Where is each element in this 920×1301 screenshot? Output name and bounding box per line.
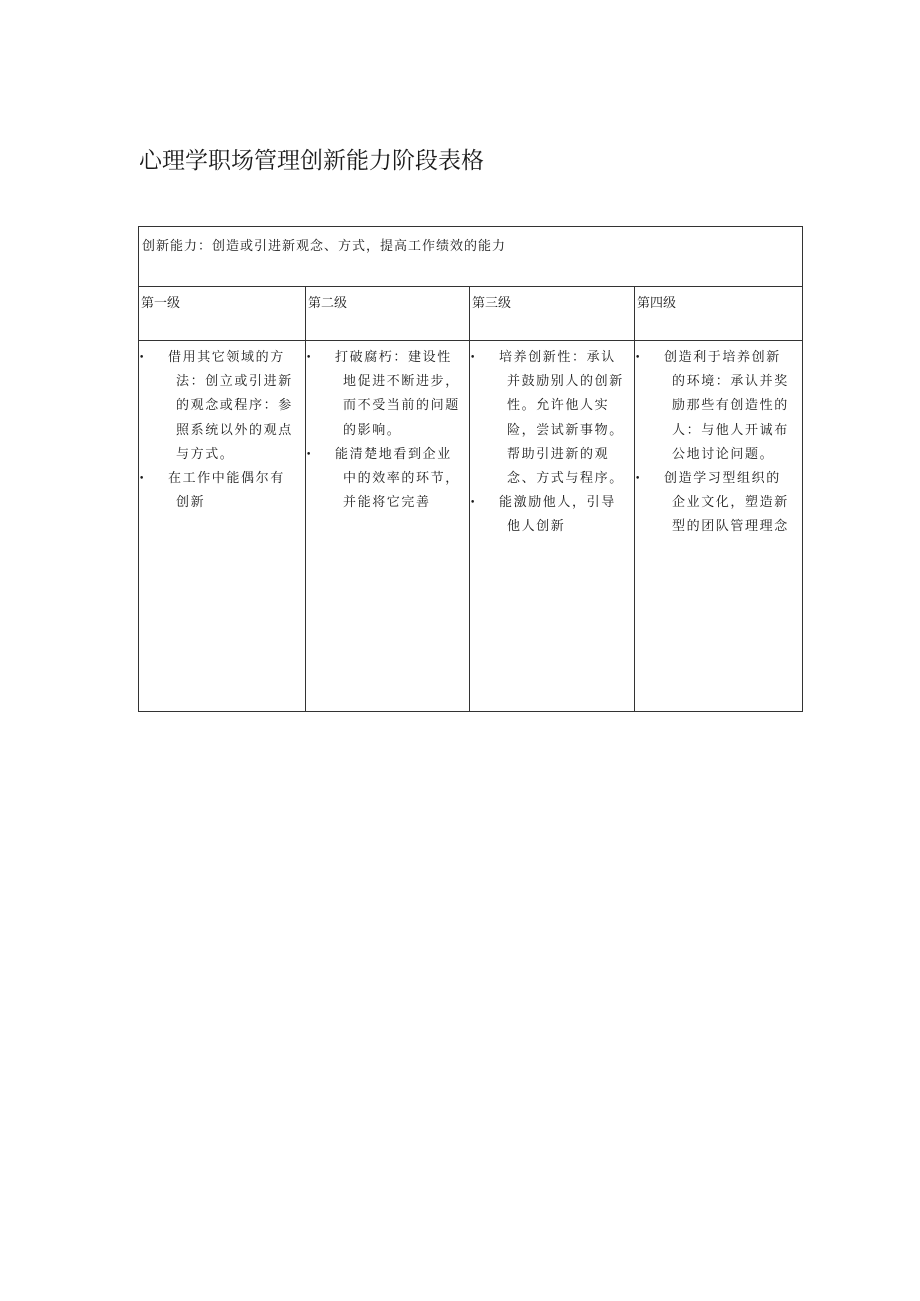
list-item-line: 中的效率的环节， [343, 471, 460, 487]
list-item-line: 地促进不断进步， [343, 374, 460, 390]
level-2-list [306, 346, 464, 515]
list-item-first-line: 在工作中能偶尔有 [168, 471, 285, 487]
list-item-line: 他人创新 [507, 519, 566, 535]
list-item-line: 的观念或程序：参 [176, 398, 293, 414]
level-2-header: 第二级 [306, 287, 470, 341]
list-item-first-line: 打破腐朽：建设性 [335, 350, 452, 365]
list-item-first-line: 创造学习型组织的 [664, 471, 781, 487]
level-3-content [470, 341, 635, 712]
list-item-line: 企业文化，塑造新 [672, 495, 789, 511]
list-item-line: 性。允许他人实 [507, 398, 610, 414]
level-content-row [139, 341, 803, 712]
list-item-first-line: 能清楚地看到企业 [335, 446, 452, 462]
level-4-content [635, 341, 803, 712]
list-item-line: 励那些有创造性的 [672, 398, 789, 414]
list-item-first-line: 培养创新性：承认 [499, 350, 616, 365]
definition-cell: 创新能力：创造或引进新观念、方式，提高工作绩效的能力 [139, 227, 803, 287]
level-4-header: 第四级 [635, 287, 803, 341]
list-item-line: 型的团队管理理念 [672, 519, 789, 535]
list-item-line: 并鼓励别人的创新 [507, 374, 624, 390]
bullet-icon: • [306, 449, 313, 460]
list-item [470, 346, 629, 491]
bullet-icon: • [470, 353, 477, 363]
list-item-line: 的影响。 [343, 422, 402, 438]
level-2-content [306, 341, 470, 712]
list-item-line: 与方式。 [176, 446, 235, 462]
list-item [635, 467, 797, 540]
level-1-header: 第一级 [139, 287, 306, 341]
list-item-line: 并能将它完善 [343, 495, 431, 511]
list-item-line: 的环境：承认并奖 [672, 374, 789, 390]
level-3-list [470, 346, 629, 540]
list-item-line: 险，尝试新事物。 [507, 422, 624, 438]
list-item-line: 照系统以外的观点 [176, 422, 293, 438]
bullet-icon: • [635, 353, 642, 363]
list-item-line: 法：创立或引进新 [176, 374, 293, 390]
list-item [635, 346, 797, 467]
list-item-line: 创新 [176, 495, 206, 511]
bullet-icon: • [139, 353, 146, 363]
document-title: 心理学职场管理创新能力阶段表格 [139, 148, 484, 174]
list-item [139, 467, 300, 515]
list-item [306, 346, 464, 443]
level-1-list [139, 346, 300, 515]
list-item [139, 346, 300, 467]
definition-row [139, 227, 803, 287]
level-3-header: 第三级 [470, 287, 635, 341]
list-item-first-line: 创造利于培养创新 [664, 350, 781, 365]
bullet-icon: • [306, 353, 313, 363]
list-item-line: 而不受当前的问题 [343, 398, 460, 414]
list-item-first-line: 能激励他人，引导 [499, 495, 616, 511]
level-4-list [635, 346, 797, 540]
bullet-icon: • [470, 498, 477, 509]
list-item-first-line: 借用其它领域的方 [168, 350, 285, 365]
competency-table [138, 226, 803, 712]
list-item-line: 念、方式与程序。 [507, 471, 624, 487]
level-header-row [139, 287, 803, 341]
bullet-icon: • [139, 474, 146, 485]
list-item-line: 公地讨论问题。 [672, 446, 775, 462]
level-1-content [139, 341, 306, 712]
bullet-icon: • [635, 474, 642, 485]
list-item-line: 帮助引进新的观 [507, 446, 610, 462]
list-item-line: 人：与他人开诚布 [672, 422, 789, 438]
list-item [306, 443, 464, 516]
list-item [470, 491, 629, 539]
